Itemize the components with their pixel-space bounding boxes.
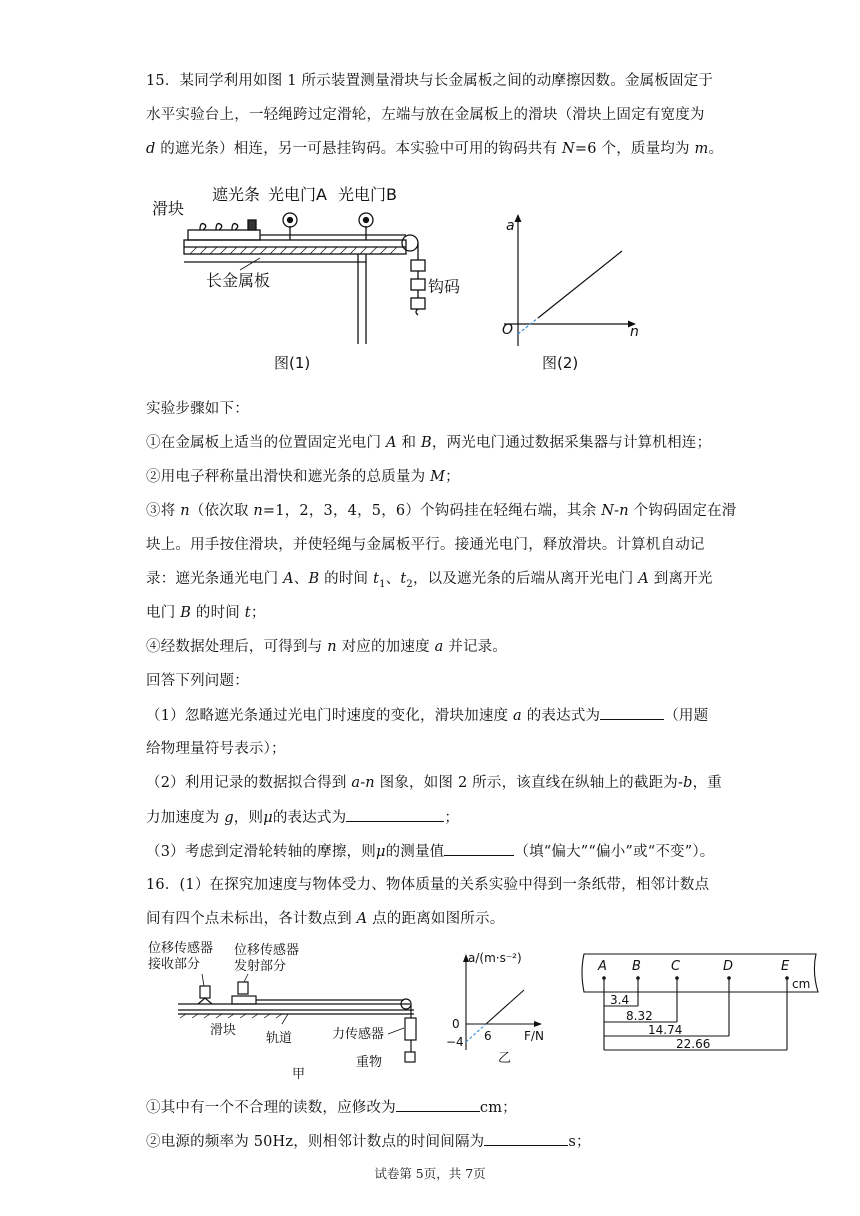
fig2-axis-y: a [506,218,515,234]
q15-line-2: 水平实验台上，一轻绳跨过定滑轮，左端与放在金属板上的滑块（滑块上固定有宽度为 [146,107,705,123]
label-gate-a: 光电门A [268,185,327,204]
yi-neg: −4 [446,1035,464,1049]
fig2-axis-x: n [630,324,639,340]
jia-sender-label-1: 位移传感器 [234,943,300,958]
tape-point-c: C [671,959,681,974]
jia-sender-label-2: 发射部分 [234,959,287,974]
yi-six: 6 [484,1029,492,1043]
answer-blank-1[interactable] [600,705,664,720]
figure-1-apparatus [140,180,470,376]
page-footer: 试卷第 5页，共 7页 [374,1166,486,1181]
step-4: ④经数据处理后，可得到与 n 对应的加速度 a 并记录。 [146,639,508,655]
part-2-line-1: （2）利用记录的数据拟合得到 a-n 图象，如图 2 所示，该直线在纵轴上的截距为-b，重 [146,775,722,791]
step-3-line-3: 录：遮光条通光电门 A、B 的时间 $t_1$、$t_2$，以及遮光条的后端从离开光电门 A 到离开光 [146,571,713,590]
part-2-line-2: 力加速度为 g，则μ的表达式为 ； [146,807,459,828]
jia-receiver-label-1: 位移传感器 [148,941,214,956]
yi-axis-x: F/N [524,1029,544,1043]
label-hooks: 钩码 [428,277,461,296]
figure-2-caption: 图(2) [542,354,579,372]
tape-unit: cm [792,977,811,991]
answer-title: 回答下列问题： [146,673,249,689]
figure-2-graph [490,206,660,376]
q15-line-3: d 的遮光条）相连，另一可悬挂钩码。本实验中可用的钩码共有 N=6 个，质量均为 m。 [146,141,724,157]
part-3: （3）考虑到定滑轮转轴的摩擦，则μ的测量值 （填“偏大”“偏小”或“不变”）。 [146,841,715,862]
figure-yi-caption: 乙 [498,1051,512,1066]
label-light-strip: 遮光条 [212,185,261,204]
step-1: ①在金属板上适当的位置固定光电门 A 和 B，两光电门通过数据采集器与计算机相连； [146,435,712,451]
tape-distance-ae: 22.66 [676,1037,711,1051]
q16-line-1: 16．(1）在探究加速度与物体受力、物体质量的关系实验中得到一条纸带，相邻计数点 [146,877,710,893]
q16-item-1: ①其中有一个不合理的读数，应修改为 cm； [146,1097,517,1118]
q16-item-2: ②电源的频率为 50Hz，则相邻计数点的时间间隔为 s； [146,1131,591,1152]
figure-tape [576,946,826,1064]
label-board: 长金属板 [206,271,271,290]
step-2: ②用电子秤称量出滑快和遮光条的总质量为 M； [146,469,460,485]
tape-point-d: D [723,959,734,974]
label-slider: 滑块 [152,199,185,218]
figure-jia-caption: 甲 [292,1067,306,1082]
jia-slider-label: 滑块 [210,1023,237,1038]
yi-zero: 0 [452,1017,460,1031]
label-gate-b: 光电门B [338,185,397,204]
tape-point-a: A [598,959,607,974]
part-1-line-2: 给物理量符号表示）； [146,741,286,757]
jia-force-sensor-label: 力传感器 [332,1027,385,1042]
tape-distance-ac: 8.32 [626,1009,653,1023]
tape-distance-ab: 3.4 [610,993,630,1007]
figure-yi-graph [440,944,560,1066]
jia-track-label: 轨道 [266,1031,293,1046]
steps-title: 实验步骤如下： [146,401,249,417]
part-1-line-1: （1）忽略遮光条通过光电门时速度的变化，滑块加速度 a 的表达式为 （用题 [146,705,708,726]
figure-jia-apparatus [142,938,442,1084]
step-3-line-4: 电门 B 的时间 t； [146,605,266,621]
fig2-origin: O [502,322,514,338]
step-3-line-1: ③将 n（依次取 n=1，2，3，4，5，6）个钩码挂在轻绳右端，其余 N-n 个钩码固定在滑 [146,503,737,519]
tape-point-e: E [781,959,790,974]
answer-blank-5[interactable] [484,1131,568,1146]
jia-weight-label: 重物 [356,1055,383,1070]
tape-point-b: B [632,959,641,974]
answer-blank-2[interactable] [346,807,444,822]
figure-1-caption: 图(1) [274,354,311,372]
q16-line-2: 间有四个点未标出，各计数点到 A 点的距离如图所示。 [146,911,505,927]
answer-blank-3[interactable] [444,841,514,856]
step-3-line-2: 块上。用手按住滑块，并使轻绳与金属板平行。接通光电门，释放滑块。计算机自动记 [146,537,705,553]
tape-distance-ad: 14.74 [648,1023,683,1037]
yi-axis-y: a/(m·s⁻²) [468,951,522,965]
answer-blank-4[interactable] [396,1097,480,1112]
q15-line-1: 15．某同学利用如图 1 所示装置测量滑块与长金属板之间的动摩擦因数。金属板固定于 [146,73,714,89]
jia-receiver-label-2: 接收部分 [148,957,201,972]
